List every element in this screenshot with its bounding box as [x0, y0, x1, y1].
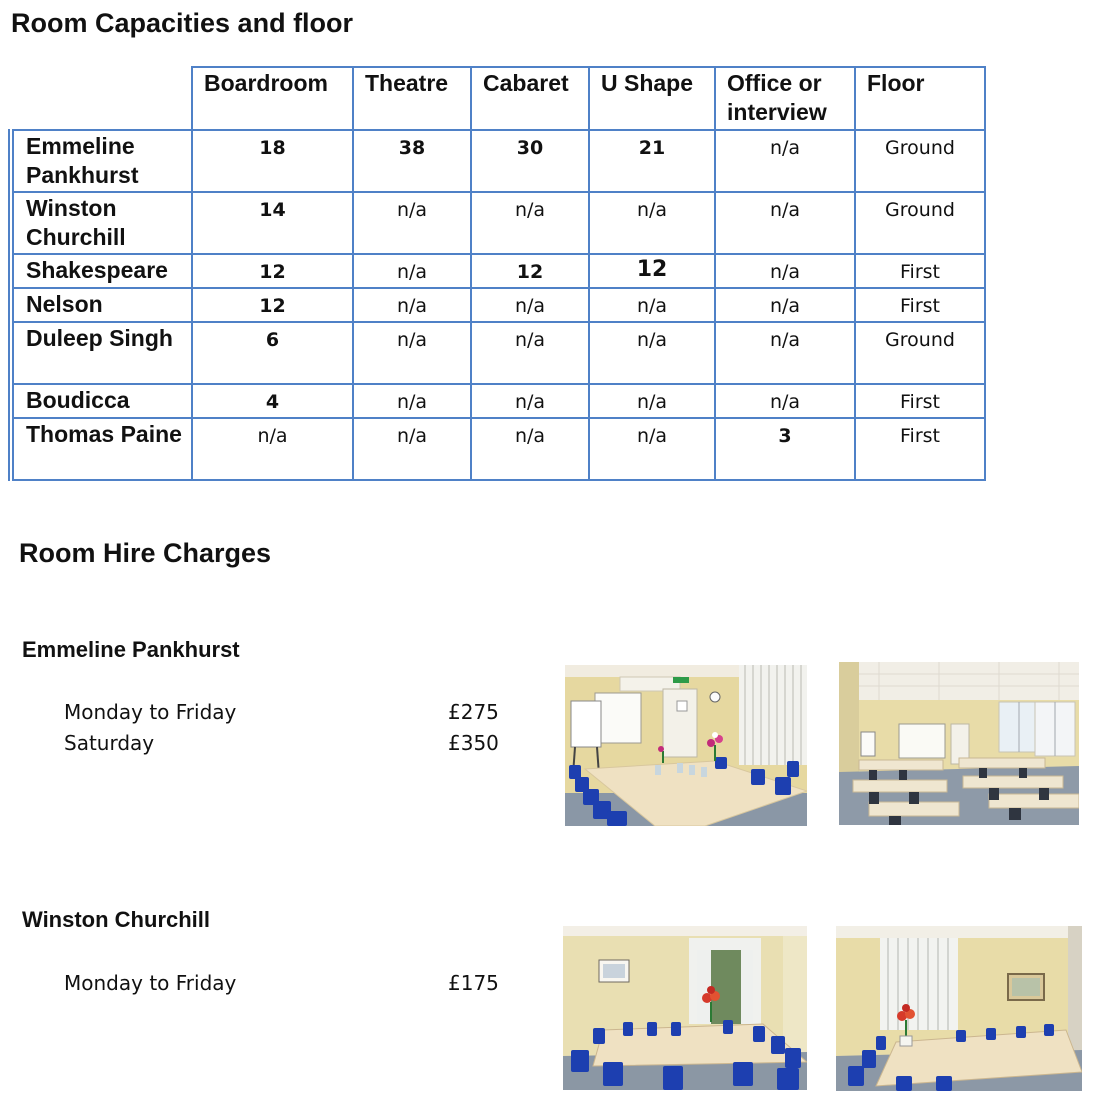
row-label-emmeline-pankhurst: Emmeline Pankhurst	[12, 129, 193, 193]
table-cell: n/a	[352, 191, 472, 255]
table-cell: 38	[352, 129, 472, 193]
table-cell: n/a	[588, 321, 716, 385]
table-cell: 30	[470, 129, 590, 193]
row-label-boudicca: Boudicca	[12, 383, 193, 419]
rate-price: £175	[448, 971, 499, 995]
table-cell: Ground	[854, 321, 986, 385]
rate-period: Saturday	[64, 731, 155, 755]
table-cell: 12	[588, 253, 716, 289]
room-photo-emmeline-boardroom	[565, 665, 807, 826]
row-label-thomas-paine: Thomas Paine	[12, 417, 193, 481]
table-cell: 12	[191, 287, 354, 323]
table-cell: n/a	[588, 383, 716, 419]
table-cell: 21	[588, 129, 716, 193]
col-header-cabaret: Cabaret	[470, 66, 590, 131]
room-name-winston-churchill: Winston Churchill	[22, 907, 211, 932]
room-photo-emmeline-classroom	[839, 662, 1079, 825]
table-cell: n/a	[352, 253, 472, 289]
table-cell: n/a	[588, 417, 716, 481]
table-cell: 18	[191, 129, 354, 193]
row-label-duleep-singh: Duleep Singh	[12, 321, 193, 385]
table-cell: n/a	[470, 191, 590, 255]
row-label-nelson: Nelson	[12, 287, 193, 323]
rate-period: Monday to Friday	[64, 971, 237, 995]
capacities-title: Room Capacities and floor	[11, 8, 354, 38]
table-cell: n/a	[352, 321, 472, 385]
row-label-shakespeare: Shakespeare	[12, 253, 193, 289]
table-cell: n/a	[714, 129, 856, 193]
table-cell: First	[854, 383, 986, 419]
charges-title: Room Hire Charges	[19, 538, 272, 568]
rate-price: £275	[448, 700, 499, 724]
col-header-office: Office or interview	[714, 66, 856, 131]
table-cell: n/a	[714, 287, 856, 323]
room-photo-winston-boardroom	[563, 926, 807, 1090]
col-header-u-shape: U Shape	[588, 66, 716, 131]
table-cell: Ground	[854, 191, 986, 255]
table-cell: n/a	[714, 383, 856, 419]
table-cell: 12	[191, 253, 354, 289]
col-header-theatre: Theatre	[352, 66, 472, 131]
table-cell: First	[854, 253, 986, 289]
rate-price: £350	[448, 731, 499, 755]
room-name-emmeline-pankhurst: Emmeline Pankhurst	[22, 637, 240, 662]
rate-period: Monday to Friday	[64, 700, 237, 724]
col-header-floor: Floor	[854, 66, 986, 131]
row-label-winston-churchill: Winston Churchill	[12, 191, 193, 255]
table-cell: n/a	[470, 383, 590, 419]
table-cell: 6	[191, 321, 354, 385]
table-cell: n/a	[588, 287, 716, 323]
table-cell: n/a	[352, 287, 472, 323]
table-cell: First	[854, 287, 986, 323]
col-header-boardroom: Boardroom	[191, 66, 354, 131]
table-cell: n/a	[714, 253, 856, 289]
table-cell: n/a	[191, 417, 354, 481]
table-cell: Ground	[854, 129, 986, 193]
table-cell: 14	[191, 191, 354, 255]
table-cell: n/a	[470, 321, 590, 385]
table-cell: 3	[714, 417, 856, 481]
table-cell: n/a	[352, 383, 472, 419]
room-photo-winston-u-shape	[836, 926, 1082, 1091]
table-cell: n/a	[470, 287, 590, 323]
table-cell: n/a	[588, 191, 716, 255]
table-cell: 4	[191, 383, 354, 419]
table-cell: n/a	[714, 191, 856, 255]
table-cell: n/a	[714, 321, 856, 385]
table-cell: n/a	[470, 417, 590, 481]
table-cell: First	[854, 417, 986, 481]
table-cell: 12	[470, 253, 590, 289]
table-cell: n/a	[352, 417, 472, 481]
